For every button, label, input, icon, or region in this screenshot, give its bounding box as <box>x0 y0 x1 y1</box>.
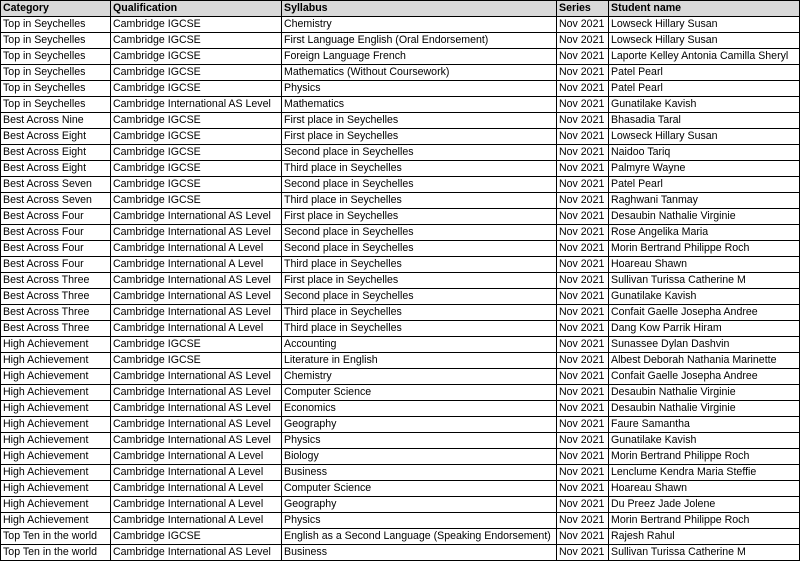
cell-qualification: Cambridge International A Level <box>111 257 282 273</box>
cell-series: Nov 2021 <box>557 273 609 289</box>
table-row <box>1 481 800 497</box>
cell-qualification: Cambridge IGCSE <box>111 49 282 65</box>
cell-category: High Achievement <box>1 369 111 385</box>
header-qualification: Qualification <box>111 1 282 17</box>
cell-student-name: Hoareau Shawn <box>609 481 800 497</box>
cell-category: High Achievement <box>1 481 111 497</box>
cell-student-name: Hoareau Shawn <box>609 257 800 273</box>
cell-syllabus: Chemistry <box>282 369 557 385</box>
cell-series: Nov 2021 <box>557 417 609 433</box>
cell-syllabus: Third place in Seychelles <box>282 161 557 177</box>
cell-series: Nov 2021 <box>557 465 609 481</box>
cell-series: Nov 2021 <box>557 209 609 225</box>
cell-qualification: Cambridge International AS Level <box>111 401 282 417</box>
table-row <box>1 465 800 481</box>
cell-qualification: Cambridge International A Level <box>111 321 282 337</box>
cell-syllabus: First Language English (Oral Endorsement) <box>282 33 557 49</box>
cell-syllabus: Second place in Seychelles <box>282 225 557 241</box>
cell-series: Nov 2021 <box>557 545 609 561</box>
cell-student-name: Desaubin Nathalie Virginie <box>609 401 800 417</box>
table-row <box>1 545 800 561</box>
cell-student-name: Raghwani Tanmay <box>609 193 800 209</box>
header-syllabus: Syllabus <box>282 1 557 17</box>
cell-series: Nov 2021 <box>557 17 609 33</box>
cell-category: High Achievement <box>1 385 111 401</box>
cell-student-name: Gunatilake Kavish <box>609 97 800 113</box>
cell-syllabus: Physics <box>282 81 557 97</box>
cell-series: Nov 2021 <box>557 289 609 305</box>
cell-series: Nov 2021 <box>557 65 609 81</box>
cell-student-name: Gunatilake Kavish <box>609 433 800 449</box>
cell-category: Best Across Three <box>1 321 111 337</box>
cell-syllabus: First place in Seychelles <box>282 209 557 225</box>
table-row <box>1 33 800 49</box>
cell-series: Nov 2021 <box>557 33 609 49</box>
cell-student-name: Dang Kow Parrik Hiram <box>609 321 800 337</box>
cell-syllabus: Physics <box>282 513 557 529</box>
cell-student-name: Naidoo Tariq <box>609 145 800 161</box>
cell-series: Nov 2021 <box>557 481 609 497</box>
cell-category: Top in Seychelles <box>1 17 111 33</box>
cell-series: Nov 2021 <box>557 513 609 529</box>
table-row <box>1 257 800 273</box>
cell-student-name: Sullivan Turissa Catherine M <box>609 545 800 561</box>
cell-syllabus: Third place in Seychelles <box>282 257 557 273</box>
cell-student-name: Laporte Kelley Antonia Camilla Sheryl <box>609 49 800 65</box>
cell-series: Nov 2021 <box>557 193 609 209</box>
cell-syllabus: Accounting <box>282 337 557 353</box>
cell-syllabus: Third place in Seychelles <box>282 321 557 337</box>
header-student-name: Student name <box>609 1 800 17</box>
cell-series: Nov 2021 <box>557 529 609 545</box>
table-row <box>1 65 800 81</box>
table-row <box>1 433 800 449</box>
cell-syllabus: Third place in Seychelles <box>282 193 557 209</box>
table-row <box>1 177 800 193</box>
cell-student-name: Rajesh Rahul <box>609 529 800 545</box>
cell-syllabus: Second place in Seychelles <box>282 289 557 305</box>
cell-student-name: Desaubin Nathalie Virginie <box>609 209 800 225</box>
cell-syllabus: Foreign Language French <box>282 49 557 65</box>
cell-student-name: Du Preez Jade Jolene <box>609 497 800 513</box>
cell-student-name: Morin Bertrand Philippe Roch <box>609 449 800 465</box>
table-body <box>1 17 800 561</box>
cell-syllabus: Second place in Seychelles <box>282 177 557 193</box>
cell-student-name: Bhasadia Taral <box>609 113 800 129</box>
cell-qualification: Cambridge IGCSE <box>111 145 282 161</box>
cell-student-name: Lowseck Hillary Susan <box>609 17 800 33</box>
cell-category: Top in Seychelles <box>1 49 111 65</box>
cell-syllabus: Geography <box>282 497 557 513</box>
cell-student-name: Patel Pearl <box>609 65 800 81</box>
table-row <box>1 241 800 257</box>
cell-syllabus: Business <box>282 465 557 481</box>
cell-category: Top Ten in the world <box>1 529 111 545</box>
cell-category: High Achievement <box>1 465 111 481</box>
cell-category: Best Across Three <box>1 305 111 321</box>
table-row <box>1 273 800 289</box>
cell-series: Nov 2021 <box>557 449 609 465</box>
cell-qualification: Cambridge IGCSE <box>111 161 282 177</box>
table-row <box>1 417 800 433</box>
cell-qualification: Cambridge IGCSE <box>111 193 282 209</box>
cell-student-name: Palmyre Wayne <box>609 161 800 177</box>
table-row <box>1 337 800 353</box>
cell-qualification: Cambridge International AS Level <box>111 545 282 561</box>
cell-series: Nov 2021 <box>557 305 609 321</box>
header-row <box>1 1 800 17</box>
cell-student-name: Lowseck Hillary Susan <box>609 33 800 49</box>
cell-student-name: Sullivan Turissa Catherine M <box>609 273 800 289</box>
cell-qualification: Cambridge International AS Level <box>111 385 282 401</box>
cell-qualification: Cambridge International AS Level <box>111 433 282 449</box>
cell-series: Nov 2021 <box>557 81 609 97</box>
cell-category: Best Across Eight <box>1 145 111 161</box>
cell-category: Best Across Three <box>1 289 111 305</box>
table-row <box>1 225 800 241</box>
cell-student-name: Rose Angelika Maria <box>609 225 800 241</box>
cell-student-name: Albest Deborah Nathania Marinette <box>609 353 800 369</box>
cell-syllabus: Biology <box>282 449 557 465</box>
cell-category: High Achievement <box>1 449 111 465</box>
cell-category: High Achievement <box>1 433 111 449</box>
cell-category: Best Across Three <box>1 273 111 289</box>
cell-qualification: Cambridge IGCSE <box>111 353 282 369</box>
cell-student-name: Morin Bertrand Philippe Roch <box>609 513 800 529</box>
cell-syllabus: First place in Seychelles <box>282 113 557 129</box>
cell-syllabus: Economics <box>282 401 557 417</box>
cell-syllabus: Mathematics (Without Coursework) <box>282 65 557 81</box>
cell-qualification: Cambridge International A Level <box>111 465 282 481</box>
cell-series: Nov 2021 <box>557 241 609 257</box>
cell-qualification: Cambridge International A Level <box>111 497 282 513</box>
header-category: Category <box>1 1 111 17</box>
cell-qualification: Cambridge International A Level <box>111 481 282 497</box>
cell-qualification: Cambridge International AS Level <box>111 417 282 433</box>
cell-series: Nov 2021 <box>557 145 609 161</box>
cell-category: High Achievement <box>1 417 111 433</box>
cell-qualification: Cambridge International AS Level <box>111 209 282 225</box>
table-row <box>1 385 800 401</box>
cell-category: Top in Seychelles <box>1 33 111 49</box>
cell-syllabus: Geography <box>282 417 557 433</box>
cell-student-name: Lowseck Hillary Susan <box>609 129 800 145</box>
cell-series: Nov 2021 <box>557 433 609 449</box>
table-row <box>1 129 800 145</box>
cell-syllabus: Literature in English <box>282 353 557 369</box>
cell-syllabus: Business <box>282 545 557 561</box>
cell-student-name: Desaubin Nathalie Virginie <box>609 385 800 401</box>
table-row <box>1 497 800 513</box>
table-row <box>1 401 800 417</box>
cell-category: Top Ten in the world <box>1 545 111 561</box>
cell-student-name: Sunassee Dylan Dashvin <box>609 337 800 353</box>
cell-qualification: Cambridge IGCSE <box>111 17 282 33</box>
table-row <box>1 353 800 369</box>
cell-qualification: Cambridge International A Level <box>111 241 282 257</box>
cell-series: Nov 2021 <box>557 337 609 353</box>
cell-category: Best Across Four <box>1 209 111 225</box>
cell-category: High Achievement <box>1 401 111 417</box>
table-row <box>1 449 800 465</box>
cell-student-name: Faure Samantha <box>609 417 800 433</box>
cell-syllabus: Second place in Seychelles <box>282 241 557 257</box>
cell-student-name: Patel Pearl <box>609 177 800 193</box>
cell-series: Nov 2021 <box>557 321 609 337</box>
cell-syllabus: English as a Second Language (Speaking Endorsement) <box>282 529 557 545</box>
cell-syllabus: Computer Science <box>282 481 557 497</box>
cell-category: Best Across Four <box>1 257 111 273</box>
cell-syllabus: Second place in Seychelles <box>282 145 557 161</box>
table-row <box>1 97 800 113</box>
cell-series: Nov 2021 <box>557 257 609 273</box>
cell-student-name: Confait Gaelle Josepha Andree <box>609 305 800 321</box>
table-row <box>1 369 800 385</box>
cell-category: High Achievement <box>1 513 111 529</box>
table-row <box>1 193 800 209</box>
cell-category: High Achievement <box>1 497 111 513</box>
cell-category: Best Across Seven <box>1 177 111 193</box>
cell-series: Nov 2021 <box>557 401 609 417</box>
table-row <box>1 113 800 129</box>
cell-student-name: Gunatilake Kavish <box>609 289 800 305</box>
table-row <box>1 513 800 529</box>
cell-category: Top in Seychelles <box>1 65 111 81</box>
cell-qualification: Cambridge International AS Level <box>111 369 282 385</box>
cell-series: Nov 2021 <box>557 49 609 65</box>
table-row <box>1 49 800 65</box>
table-row <box>1 81 800 97</box>
cell-category: Best Across Seven <box>1 193 111 209</box>
cell-student-name: Morin Bertrand Philippe Roch <box>609 241 800 257</box>
cell-qualification: Cambridge IGCSE <box>111 33 282 49</box>
cell-qualification: Cambridge IGCSE <box>111 81 282 97</box>
cell-qualification: Cambridge International AS Level <box>111 97 282 113</box>
table-row <box>1 289 800 305</box>
cell-syllabus: Physics <box>282 433 557 449</box>
cell-category: Best Across Nine <box>1 113 111 129</box>
cell-category: High Achievement <box>1 337 111 353</box>
cell-syllabus: Third place in Seychelles <box>282 305 557 321</box>
cell-category: Best Across Four <box>1 241 111 257</box>
cell-syllabus: First place in Seychelles <box>282 129 557 145</box>
cell-series: Nov 2021 <box>557 177 609 193</box>
cell-syllabus: Computer Science <box>282 385 557 401</box>
cell-student-name: Patel Pearl <box>609 81 800 97</box>
cell-series: Nov 2021 <box>557 113 609 129</box>
cell-series: Nov 2021 <box>557 353 609 369</box>
cell-series: Nov 2021 <box>557 497 609 513</box>
table-row <box>1 209 800 225</box>
cell-qualification: Cambridge International AS Level <box>111 273 282 289</box>
cell-qualification: Cambridge International A Level <box>111 513 282 529</box>
cell-category: High Achievement <box>1 353 111 369</box>
table-row <box>1 529 800 545</box>
cell-qualification: Cambridge International AS Level <box>111 225 282 241</box>
cell-qualification: Cambridge IGCSE <box>111 337 282 353</box>
cell-series: Nov 2021 <box>557 129 609 145</box>
cell-series: Nov 2021 <box>557 225 609 241</box>
cell-qualification: Cambridge IGCSE <box>111 129 282 145</box>
cell-qualification: Cambridge IGCSE <box>111 113 282 129</box>
cell-qualification: Cambridge International A Level <box>111 449 282 465</box>
table-row <box>1 305 800 321</box>
table-row <box>1 161 800 177</box>
cell-syllabus: Chemistry <box>282 17 557 33</box>
header-series: Series <box>557 1 609 17</box>
cell-series: Nov 2021 <box>557 97 609 113</box>
cell-series: Nov 2021 <box>557 369 609 385</box>
cell-qualification: Cambridge IGCSE <box>111 529 282 545</box>
table-row <box>1 321 800 337</box>
cell-syllabus: First place in Seychelles <box>282 273 557 289</box>
cell-qualification: Cambridge International AS Level <box>111 305 282 321</box>
cell-qualification: Cambridge International AS Level <box>111 289 282 305</box>
cell-category: Top in Seychelles <box>1 97 111 113</box>
cell-qualification: Cambridge IGCSE <box>111 65 282 81</box>
cell-qualification: Cambridge IGCSE <box>111 177 282 193</box>
cell-syllabus: Mathematics <box>282 97 557 113</box>
cell-category: Best Across Eight <box>1 161 111 177</box>
cell-category: Best Across Four <box>1 225 111 241</box>
cell-student-name: Lenclume Kendra Maria Steffie <box>609 465 800 481</box>
cell-student-name: Confait Gaelle Josepha Andree <box>609 369 800 385</box>
cell-series: Nov 2021 <box>557 385 609 401</box>
cell-category: Best Across Eight <box>1 129 111 145</box>
table-row <box>1 145 800 161</box>
table-row <box>1 17 800 33</box>
cell-series: Nov 2021 <box>557 161 609 177</box>
cell-category: Top in Seychelles <box>1 81 111 97</box>
